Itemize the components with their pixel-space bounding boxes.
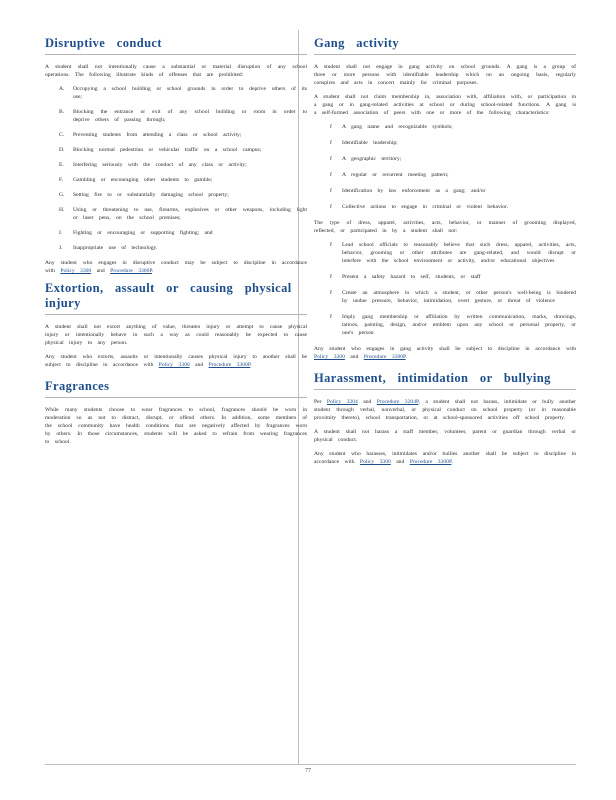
bullet-marker-icon: f xyxy=(330,290,332,296)
bullet-item xyxy=(314,187,576,195)
list-item xyxy=(45,146,307,154)
footer-rule xyxy=(45,764,576,765)
bullet-text: Present a safety hazard to self, students, or staff xyxy=(342,274,481,280)
bullet-item xyxy=(314,313,576,337)
bullet-text: Identifiable leadership; xyxy=(342,140,398,146)
list-item xyxy=(45,131,307,139)
list-item xyxy=(45,108,307,124)
harassment-closing-text: Any student who harasses, intimidates and/or bullies another shall be subject to discipline in accordance with xyxy=(314,451,576,465)
procedure-3300p-link[interactable]: Procedure 3300P xyxy=(363,354,406,360)
period: . xyxy=(151,268,154,274)
bullet-item xyxy=(314,155,576,163)
bullet-item xyxy=(314,289,576,305)
bullet-item xyxy=(314,123,576,131)
list-item-marker: G. xyxy=(59,192,65,198)
bullet-marker-icon: f xyxy=(330,242,332,248)
list-item-text: Blocking the entrance or exit of any school building or room in order to deprive others of passing through; xyxy=(73,109,307,123)
bullet-marker-icon: f xyxy=(330,140,332,146)
list-item-text: Using or threatening to use, firearms, explosives or other weapons, including light or laser pens, on the school premises; xyxy=(73,207,307,221)
bullet-marker-icon: f xyxy=(330,314,332,320)
list-item xyxy=(45,191,307,199)
disruptive-offense-list xyxy=(45,85,307,252)
list-item xyxy=(45,176,307,184)
bullet-marker-icon: f xyxy=(330,204,332,210)
harassment-closing xyxy=(314,450,576,466)
harassment-para-1 xyxy=(314,398,576,422)
heading-disruptive-conduct: Disruptive conduct xyxy=(45,36,307,55)
and-text: and xyxy=(396,459,405,465)
heading-harassment: Harassment, intimidation or bullying xyxy=(314,371,576,390)
page-number: 77 xyxy=(305,768,311,774)
list-item-marker: J. xyxy=(59,245,63,251)
gang-para-2: A student shall not claim membership in, association with, affiliation with, or participation in a gang or in gang-related activities at school or during school-related functions. A gang is a self-formed association of peers with one or more of the following characteristics: xyxy=(314,94,576,116)
procedure-3300p-link[interactable]: Procedure 3300P xyxy=(208,362,251,368)
list-item xyxy=(45,229,307,237)
policy-3300-link[interactable]: Policy 3300 xyxy=(314,354,345,360)
list-item-text: Occupying a school building or school grounds in order to deprive others of its use; xyxy=(73,86,307,100)
procedure-3300p-link[interactable]: Procedure 3300P xyxy=(409,459,452,465)
bullet-text: Imply gang membership or affiliation by written communication, marks, drawings, tattoos, painting, design, and/or emblem upon any school or personal property, or one's person xyxy=(342,314,576,336)
right-column xyxy=(314,30,576,472)
bullet-text: Create an atmosphere in which a student, or other person's well-being is hindered by undue pressure, behavior, intimidation, overt gesture, or threat of violence xyxy=(342,290,576,304)
period: . xyxy=(405,354,407,360)
list-item-marker: F. xyxy=(59,177,64,183)
list-item-text: Blocking normal pedestrian or vehicular traffic on a school campus; xyxy=(73,147,262,153)
list-item-marker: D. xyxy=(59,147,65,153)
list-item xyxy=(45,244,307,252)
bullet-text: Identification by law enforcement as a gang; and/or xyxy=(342,188,486,194)
disruptive-intro: A student shall not intentionally cause a substantial or material disruption of any school operations. The following illustrate kinds of offenses that are prohibited: xyxy=(45,64,307,78)
bullet-marker-icon: f xyxy=(330,124,332,130)
bullet-marker-icon: f xyxy=(330,274,332,280)
extortion-para: A student shall not extort anything of value, threaten injury or attempt to cause physical injury or intentionally behave in such a way as could reasonably be expected to cause physical injury to any person. xyxy=(45,324,307,346)
list-item-marker: E. xyxy=(59,162,64,168)
fragrances-para: While many students choose to wear fragrances to school, fragrances should be worn in moderation so as not to distract, disrupt, or offend others. In addition, some members of the school community have health conditions that are negatively affected by fragrances worn by others. In those circumstances, students will be asked to refrain from wearing fragrances to school. xyxy=(45,407,307,445)
period: . xyxy=(451,459,453,465)
bullet-item xyxy=(314,171,576,179)
gang-characteristics-list xyxy=(314,123,576,211)
list-item-marker: B. xyxy=(59,109,65,115)
heading-gang-activity: Gang activity xyxy=(314,36,576,55)
bullet-item xyxy=(314,241,576,265)
disruptive-closing xyxy=(45,259,307,275)
list-item xyxy=(45,206,307,222)
gang-para-3: The type of dress, apparel, activities, acts, behavior, or manner of grooming displayed, reflected, or participated in by a student shall not: xyxy=(314,220,576,234)
bullet-text: A gang name and recognizable symbols; xyxy=(342,124,453,130)
and-text: and xyxy=(350,354,359,360)
extortion-closing xyxy=(45,353,307,369)
list-item-text: Setting fire to or substantially damaging school property; xyxy=(73,192,229,198)
and-text: and xyxy=(195,362,204,368)
list-item xyxy=(45,161,307,169)
gang-para-1: A student shall not engage in gang activity on school grounds. A gang is a group of three or more persons with identifiable leadership which on an ongoing basis, regularly conspires and acts in concert mainly for criminal purposes. xyxy=(314,64,576,86)
list-item-text: Inappropriate use of technology. xyxy=(73,245,158,251)
heading-extortion: Extortion, assault or causing physical injury xyxy=(45,281,307,315)
bullet-text: Collective actions to engage in criminal or violent behavior. xyxy=(342,204,509,210)
heading-fragrances: Fragrances xyxy=(45,379,307,398)
per-text: Per xyxy=(314,399,322,405)
bullet-marker-icon: f xyxy=(330,188,332,194)
procedure-3300p-link[interactable]: Procedure 3300P xyxy=(110,268,152,274)
list-item xyxy=(45,85,307,101)
list-item-text: Interfering seriously with the conduct of any class or activity; xyxy=(73,162,247,168)
list-item-marker: H. xyxy=(59,207,65,213)
list-item-text: Preventing students from attending a class or school activity; xyxy=(73,132,242,138)
harassment-para-1-rest: , a student shall not harass, intimidate or bully another student through verbal, nonverbal, or physical conduct on school property (or in reasonable proximity thereto), school transportation, or at school-sponsored activities off school property. xyxy=(314,399,576,421)
list-item-text: Fighting or encouraging or supporting fighting; and xyxy=(73,230,213,236)
gang-closing xyxy=(314,345,576,361)
procedure-3204p-link[interactable]: Procedure 3204P xyxy=(376,399,419,405)
policy-3300-link[interactable]: Policy 3300 xyxy=(158,362,190,368)
left-column xyxy=(45,30,307,452)
and-text: and xyxy=(96,268,105,274)
bullet-text: A geographic territory; xyxy=(342,156,402,162)
gang-closing-text: Any student who engages in gang activity shall be subject to discipline in accordance with xyxy=(314,346,576,352)
list-item-text: Gambling or encouraging other students to gamble; xyxy=(73,177,213,183)
bullet-text: A regular or recurrent meeting pattern; xyxy=(342,172,449,178)
and-text: and xyxy=(363,399,372,405)
harassment-para-2: A student shall not harass a staff member, volunteer, parent or guardian through verbal or physical conduct. xyxy=(314,429,576,443)
period: . xyxy=(250,362,252,368)
bullet-text: Lead school officials to reasonably believe that such dress, apparel, activities, acts, behavior, grooming or other attributes are gang-related, and would disrupt or interfere with the school environment or activity, and/or educational objectives xyxy=(342,242,576,264)
policy-3204-link[interactable]: Policy 3204 xyxy=(326,399,358,405)
list-item-marker: A. xyxy=(59,86,65,92)
disruptive-closing-text: Any student who engages in disruptive conduct may be subject to discipline in accordance with xyxy=(45,260,307,274)
bullet-item xyxy=(314,139,576,147)
policy-3300-link[interactable]: Policy 3300 xyxy=(60,268,92,274)
gang-prohibited-list xyxy=(314,241,576,337)
bullet-item xyxy=(314,273,576,281)
bullet-marker-icon: f xyxy=(330,156,332,162)
policy-3300-link[interactable]: Policy 3300 xyxy=(359,459,391,465)
bullet-marker-icon: f xyxy=(330,172,332,178)
list-item-marker: I. xyxy=(59,230,63,236)
list-item-marker: C. xyxy=(59,132,65,138)
extortion-closing-text: Any student who extorts, assaults or intentionally causes physical injury to another shall be subject to discipline in accordance with xyxy=(45,354,307,368)
bullet-item xyxy=(314,203,576,211)
